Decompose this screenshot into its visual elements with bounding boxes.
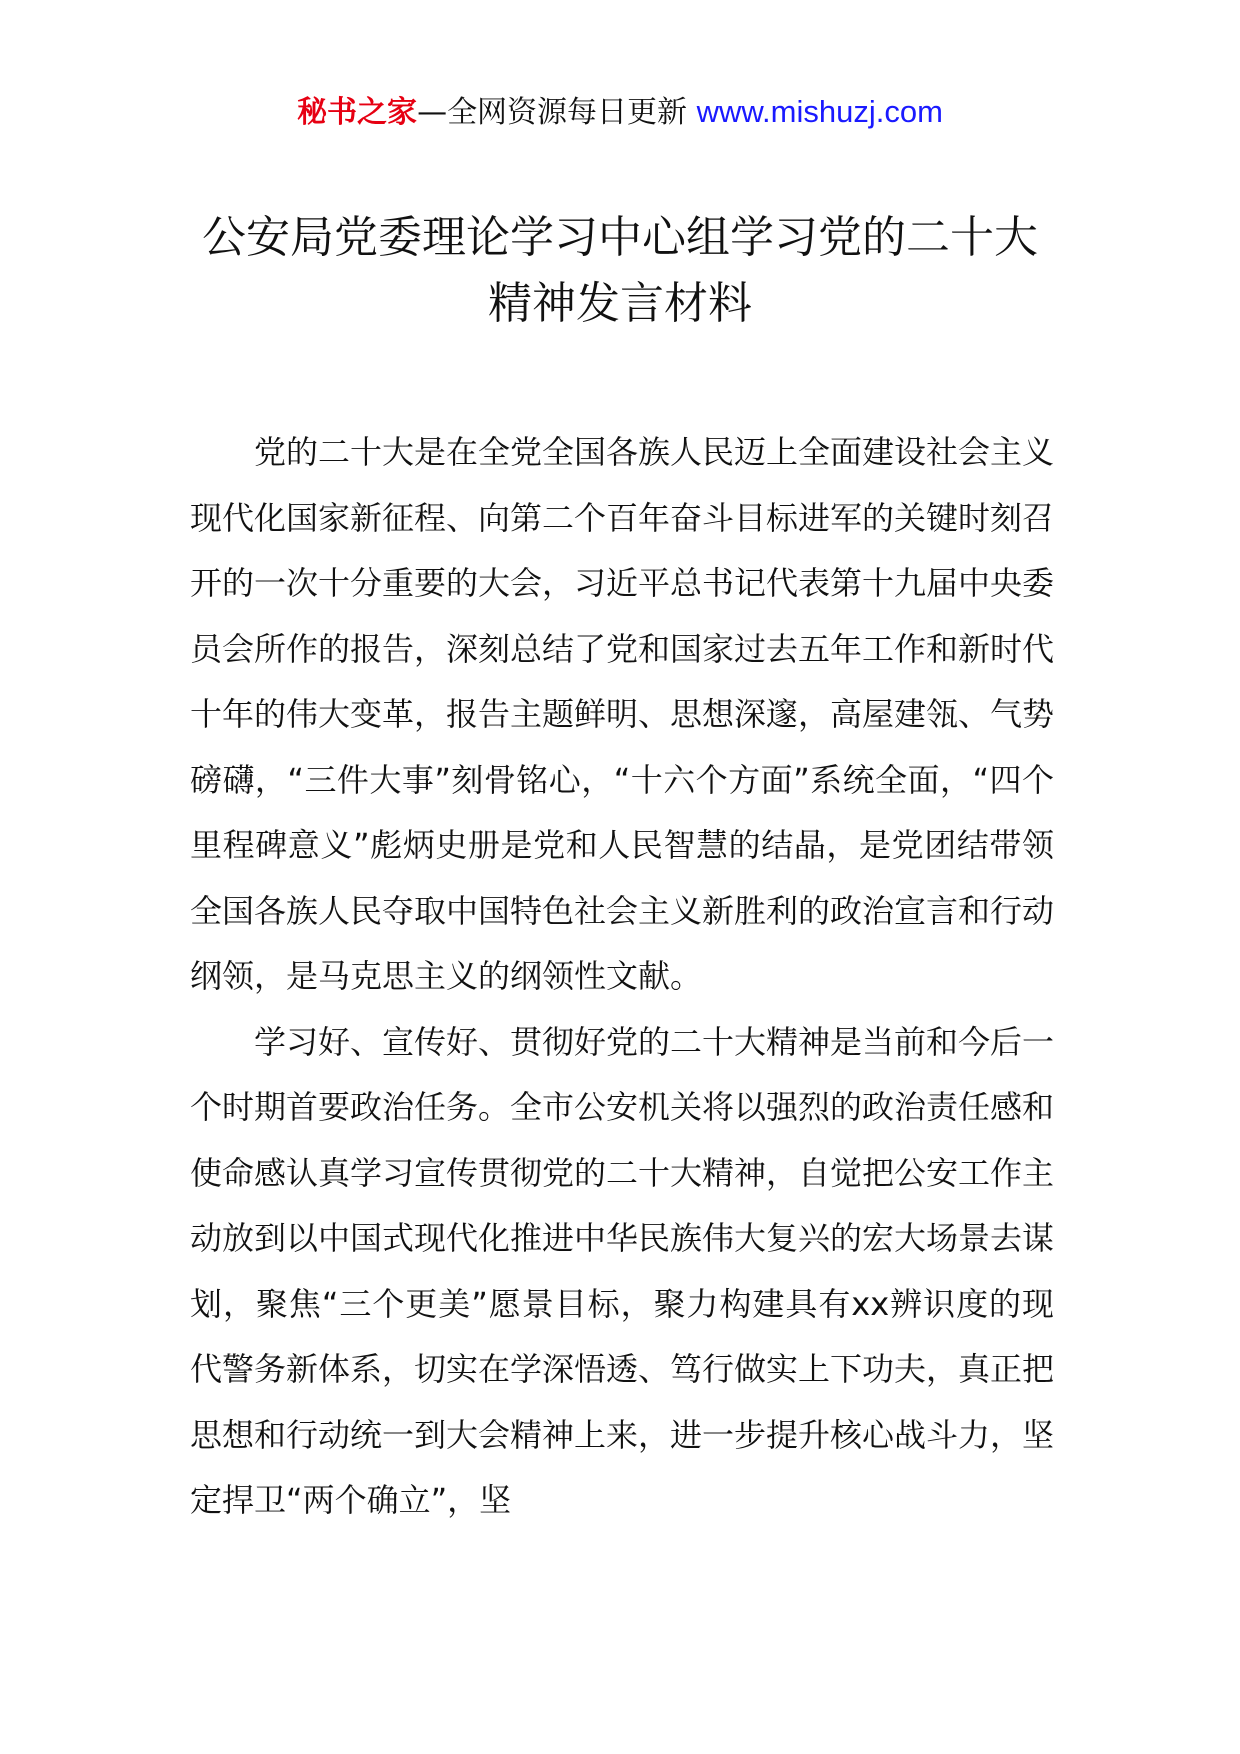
brand-name: 秘书之家 [297,95,418,130]
document-title: 公安局党委理论学习中心组学习党的二十大精神发言材料 [202,212,1038,329]
header-slogan: —全网资源每日更新 [417,95,688,130]
site-url-link[interactable]: www.mishuzj.com [696,94,943,129]
paragraph-1: 党的二十大是在全党全国各族人民迈上全面建设社会主义现代化国家新征程、向第二个百年奋斗目标进军的关键时刻召开的一次十分重要的大会，习近平总书记代表第十九届中央委员会所作的报告，深刻总结了党和国家过去五年工作和新时代十年的伟大变革，报告主题鲜明、思想深邃，高屋建瓴、气势磅礴，“三件大事”刻骨铭心，“十六个方面”系统全面，“四个里程碑意义”彪炳史册是党和人民智慧的结晶，是党团结带领全国各族人民夺取中国特色社会主义新胜利的政治宣言和行动纲领，是马克思主义的纲领性文献。 [190,433,1055,995]
document-body [190,420,1054,1534]
paragraph-2: 学习好、宣传好、贯彻好党的二十大精神是当前和今后一个时期首要政治任务。全市公安机关将以强烈的政治责任感和使命感认真学习宣传贯彻党的二十大精神，自觉把公安工作主动放到以中国式现代化推进中华民族伟大复兴的宏大场景去谋划，聚焦“三个更美”愿景目标，聚力构建具有xx辨识度的现代警务新体系，切实在学深悟透、笃行做实上下功夫，真正把思想和行动统一到大会精神上来，进一步提升核心战斗力，坚定捍卫“两个确立”，坚 [190,1022,1055,1519]
site-header [0,92,1240,133]
